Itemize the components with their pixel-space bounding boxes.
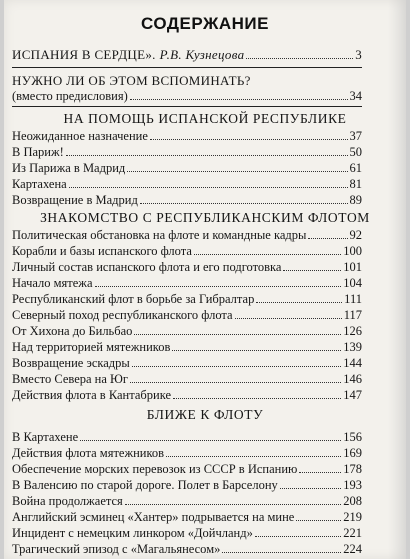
leader-dots: [296, 520, 341, 521]
toc-entry: [12, 260, 362, 274]
toc-entry: [12, 193, 362, 207]
book-page: [4, 0, 406, 559]
toc-entry-title: Начало мятежа: [12, 276, 93, 290]
leader-dots: [235, 318, 342, 319]
separator-rule: [12, 67, 362, 68]
toc-page-number: 89: [349, 193, 362, 207]
leader-dots: [194, 254, 341, 255]
toc-entry: [12, 542, 362, 556]
toc-entry: [12, 308, 362, 322]
toc-entry: [12, 478, 362, 492]
toc-entry: [12, 372, 362, 386]
toc-entry-preface-sub: [12, 89, 362, 103]
leader-dots: [66, 155, 348, 156]
toc-entry-title: Инцидент с немецким линкором «Дойчланд»: [12, 526, 253, 540]
leader-dots: [130, 382, 341, 383]
leader-dots: [95, 286, 342, 287]
toc-entry: [12, 446, 362, 460]
leader-dots: [280, 488, 341, 489]
toc-entry-spain-in-heart: [12, 48, 362, 62]
toc-entry-title: Политическая обстановка на флоте и командные кадры: [12, 228, 307, 242]
leader-dots: [172, 350, 341, 351]
leader-dots: [166, 456, 341, 457]
toc-entry-title: Английский эсминец «Хантер» подрывается на мине: [12, 510, 295, 524]
toc-entry: [12, 177, 362, 191]
leader-dots: [299, 472, 341, 473]
toc-entry-title: НУЖНО ЛИ ОБ ЭТОМ ВСПОМИНАТЬ?: [12, 73, 251, 88]
toc-page-number: 144: [343, 356, 362, 370]
toc-page-number: 193: [343, 478, 362, 492]
toc-page-number: 221: [343, 526, 362, 540]
leader-dots: [308, 238, 347, 239]
toc-entry-title: Северный поход республиканского флота: [12, 308, 233, 322]
leader-dots: [132, 366, 341, 367]
toc-entry: [12, 228, 362, 242]
toc-page-number: 156: [343, 430, 362, 444]
toc-entry-title: Действия флота мятежников: [12, 446, 165, 460]
toc-entry-title: В Валенсию по старой дороге. Полет в Барселону: [12, 478, 278, 492]
toc-page-number: 117: [343, 308, 362, 322]
leader-dots: [69, 187, 348, 188]
toc-entry-title: Действия флота в Кантабрике: [12, 388, 172, 402]
toc-page-number: 111: [344, 292, 362, 306]
toc-page-number: 104: [343, 276, 362, 290]
toc-entry-title: Корабли и базы испанского флота: [12, 244, 192, 258]
toc-page-number: 178: [343, 462, 362, 476]
leader-dots: [125, 504, 341, 505]
toc-entry-title: Личный состав испанского флота и его подготовка: [12, 260, 282, 274]
leader-dots: [256, 302, 342, 303]
toc-entry-remember: [12, 74, 362, 88]
toc-entry: [12, 388, 362, 402]
toc-page-number: 219: [343, 510, 362, 524]
page-title: СОДЕРЖАНИЕ: [141, 14, 269, 33]
toc-entry: [12, 526, 362, 540]
toc-entry-title: Вместо Севера на Юг: [12, 372, 129, 386]
leader-dots: [127, 171, 347, 172]
toc-page-number: 169: [343, 446, 362, 460]
toc-page-number: 50: [349, 145, 362, 159]
toc-page-number: 37: [349, 129, 362, 143]
toc-entry: [12, 494, 362, 508]
toc-entry-title: В Картахене: [12, 430, 79, 444]
toc-page-number: 146: [343, 372, 362, 386]
toc-entry-title: В Париж!: [12, 145, 64, 159]
leader-dots: [173, 398, 341, 399]
leader-dots: [130, 99, 348, 100]
leader-dots: [134, 334, 341, 335]
toc-entry: [12, 161, 362, 175]
leader-dots: [246, 58, 353, 59]
toc-page-number: 126: [343, 324, 362, 338]
toc-entry-author: Р.В. Кузнецова: [159, 47, 245, 62]
toc-page-number: 208: [343, 494, 362, 508]
section-heading-2: ЗНАКОМСТВО С РЕСПУБЛИКАНСКИМ ФЛОТОМ: [40, 210, 370, 225]
toc-page-number: 34: [349, 89, 362, 103]
leader-dots: [140, 203, 348, 204]
toc-page-number: 100: [343, 244, 362, 258]
toc-page-number: 61: [349, 161, 362, 175]
toc-entry-title: Возвращение в Мадрид: [12, 193, 138, 207]
toc-entry: [12, 292, 362, 306]
toc-entry-title: Республиканский флот в борьбе за Гибралтар: [12, 292, 255, 306]
toc-entry-title: Трагический эпизод с «Магальянесом»: [12, 542, 221, 556]
section-heading-3: БЛИЖЕ К ФЛОТУ: [146, 407, 264, 422]
toc-entry: [12, 430, 362, 444]
toc-entry: [12, 244, 362, 258]
separator-rule: [12, 106, 362, 107]
leader-dots: [255, 536, 341, 537]
toc-page-number: 92: [349, 228, 362, 242]
toc-entry-title: Война продолжается: [12, 494, 123, 508]
section-heading-1: НА ПОМОЩЬ ИСПАНСКОЙ РЕСПУБЛИКЕ: [63, 111, 347, 126]
toc-page-number: 3: [355, 47, 362, 62]
toc-entry: [12, 129, 362, 143]
toc-entry-title: Из Парижа в Мадрид: [12, 161, 126, 175]
toc-page-number: 101: [343, 260, 362, 274]
toc-entry-title: Над территорией мятежников: [12, 340, 171, 354]
leader-dots: [283, 270, 341, 271]
toc-page-number: 224: [343, 542, 362, 556]
toc-entry: [12, 145, 362, 159]
toc-entry-title: Неожиданное назначение: [12, 129, 148, 143]
toc-entry-subtitle: (вместо предисловия): [12, 89, 128, 103]
toc-entry-title: Картахена: [12, 177, 67, 191]
toc-entry: [12, 340, 362, 354]
toc-page-number: 139: [343, 340, 362, 354]
toc-entry: [12, 276, 362, 290]
toc-entry: [12, 510, 362, 524]
toc-page-number: 81: [349, 177, 362, 191]
toc-entry-title: От Хихона до Бильбао: [12, 324, 133, 338]
leader-dots: [222, 552, 341, 553]
toc-entry: [12, 356, 362, 370]
toc-entry-title: Возвращение эскадры: [12, 356, 130, 370]
toc-entry: [12, 324, 362, 338]
leader-dots: [150, 139, 348, 140]
page-edge-shadow: [388, 0, 406, 559]
toc-entry: [12, 462, 362, 476]
toc-entry-title: ИСПАНИЯ В СЕРДЦЕ».: [12, 47, 156, 62]
toc-entry-title: Обеспечение морских перевозок из СССР в Испанию: [12, 462, 298, 476]
toc-page-number: 147: [343, 388, 362, 402]
leader-dots: [80, 440, 341, 441]
